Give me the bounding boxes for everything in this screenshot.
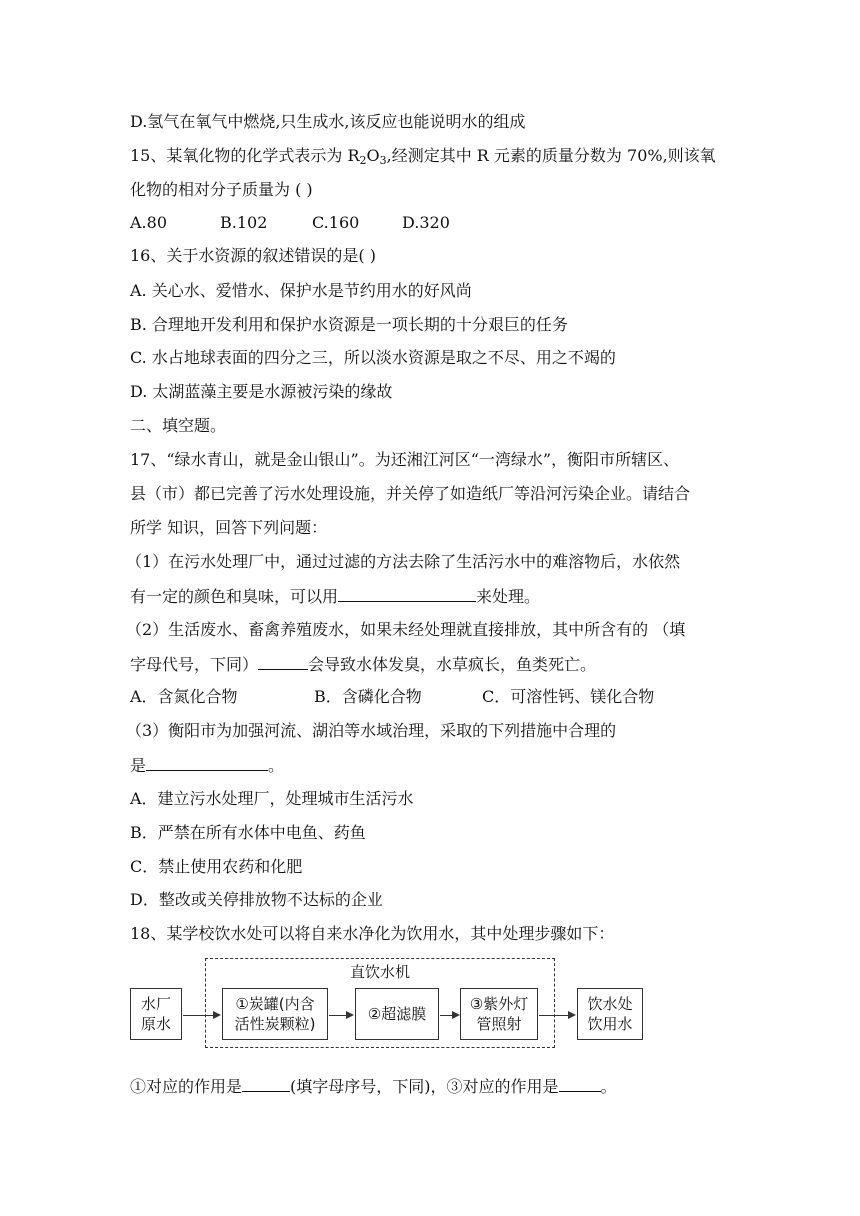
output-line2: 饮用水: [587, 1015, 633, 1033]
step3-line1: ③紫外灯: [469, 995, 529, 1013]
q17-p2-option-c: C．可溶性钙、镁化合物: [482, 687, 655, 706]
q16-option-d: D. 太湖蓝藻主要是水源被污染的缘故: [130, 382, 393, 401]
q17-p2-option-a: A．含氮化合物: [130, 687, 238, 706]
q15-sub1: 2: [359, 154, 367, 167]
step1-line1: ①炭罐(内含: [235, 995, 315, 1013]
q16-option-c: C. 水占地球表面的四分之三，所以淡水资源是取之不尽、用之不竭的: [130, 348, 616, 367]
arrow-2: [329, 1015, 352, 1016]
step2-label: ②超滤膜: [367, 1005, 427, 1023]
q17-p3-line2: [130, 754, 284, 777]
q15-stem-line1: [130, 145, 716, 167]
q17-stem-line2: 县（市）都已完善了污水处理设施，并关停了如造纸厂等沿河污染企业。请结合: [130, 484, 691, 503]
q17-p2-answer-blank[interactable]: [258, 653, 308, 670]
q17-p3-option-a: A．建立污水处理厂，处理城市生活污水: [130, 789, 414, 808]
q15-options: [130, 212, 450, 234]
q17-p3-option-b: B．严禁在所有水体中电鱼、药鱼: [130, 823, 366, 842]
step1-line2: 活性炭颗粒): [234, 1015, 316, 1033]
q15-option-c: C.160: [312, 213, 360, 232]
q17-p2-text-a: 字母代号，下同）: [130, 655, 259, 674]
q17-p2-option-b: B．含磷化合物: [314, 687, 422, 706]
q15-option-a: A.80: [130, 213, 167, 232]
step3-box: [460, 988, 538, 1040]
q18-blank-1[interactable]: [242, 1075, 290, 1092]
q17-p1-text-a: 有一定的颜色和臭味，可以用: [130, 587, 339, 606]
step2-box: [355, 988, 439, 1040]
source-line1: 水厂: [140, 995, 171, 1013]
step1-box: [222, 988, 328, 1040]
q18-answer-line: [130, 1075, 617, 1098]
q15-stem-a: 15、某氧化物的化学式表示为 R: [130, 146, 360, 165]
arrow-4: [539, 1015, 574, 1016]
q15-option-b: B.102: [220, 213, 268, 232]
q18-text-a: ①对应的作用是: [130, 1077, 243, 1096]
source-line2: 原水: [140, 1015, 171, 1033]
q17-stem-line3: 所学 知识，回答下列问题：: [130, 518, 328, 537]
q15-stem-c: ,经测定其中 R 元素的质量分数为 70%,则该氧: [386, 146, 716, 165]
q18-stem: 18、某学校饮水处可以将自来水净化为饮用水，其中处理步骤如下：: [130, 924, 615, 943]
output-line1: 饮水处: [587, 995, 633, 1013]
q17-p2-options: [130, 686, 654, 708]
q17-p3-line1: （3）衡阳市为加强河流、湖泊等水域治理，采取的下列措施中合理的: [126, 721, 617, 740]
q17-p1-text-b: 来处理。: [476, 587, 541, 606]
q15-sub2: 3: [379, 154, 387, 167]
q15-option-d: D.320: [402, 213, 450, 232]
q17-p3-text-a: 是: [130, 756, 147, 775]
q17-p3-option-d: D．整改或关停排放物不达标的企业: [130, 890, 383, 909]
section2-title: 二、填空题。: [130, 416, 227, 435]
q17-stem-line1: 17、“绿水青山，就是金山银山”。为还湘江河区“一湾绿水”，衡阳市所辖区、: [130, 450, 680, 469]
arrow-3: [440, 1015, 458, 1016]
q17-p2-text-b: 会导致水体发臭，水草疯长，鱼类死亡。: [308, 655, 597, 674]
q18-blank-2[interactable]: [559, 1075, 601, 1092]
q17-p1-line1: （1）在污水处理厂中，通过过滤的方法去除了生活污水中的难溶物后，水依然: [126, 552, 681, 571]
q17-p1-line2: [130, 585, 540, 608]
q15-stem-line2: 化物的相对分子质量为 ( ): [130, 180, 313, 199]
q14-option-d: D.氢气在氧气中燃烧,只生成水,该反应也能说明水的组成: [130, 112, 526, 131]
output-box: [577, 988, 643, 1040]
q16-option-a: A. 关心水、爱惜水、保护水是节约用水的好风尚: [130, 281, 472, 300]
q18-text-b: (填字母序号，下同)，③对应的作用是: [290, 1077, 559, 1096]
q17-p3-answer-blank[interactable]: [146, 754, 268, 771]
step3-line2: 管照射: [476, 1015, 522, 1033]
q17-p1-answer-blank[interactable]: [338, 585, 476, 602]
q16-option-b: B. 合理地开发利用和保护水资源是一项长期的十分艰巨的任务: [130, 315, 568, 334]
source-box: [130, 988, 182, 1040]
q16-stem: 16、关于水资源的叙述错误的是( ): [130, 246, 376, 265]
q17-p2-line2: [130, 653, 596, 676]
q18-text-c: 。: [600, 1077, 617, 1096]
q17-p3-option-c: C．禁止使用农药和化肥: [130, 857, 303, 876]
q15-stem-b: O: [366, 146, 380, 165]
arrow-1: [183, 1015, 219, 1016]
water-purification-diagram: [130, 958, 650, 1050]
group-label: 直饮水机: [349, 963, 410, 981]
q17-p2-line1: （2）生活废水、畜禽养殖废水，如果未经处理就直接排放，其中所含有的 （填: [126, 620, 686, 639]
q17-p3-text-b: 。: [268, 756, 285, 775]
